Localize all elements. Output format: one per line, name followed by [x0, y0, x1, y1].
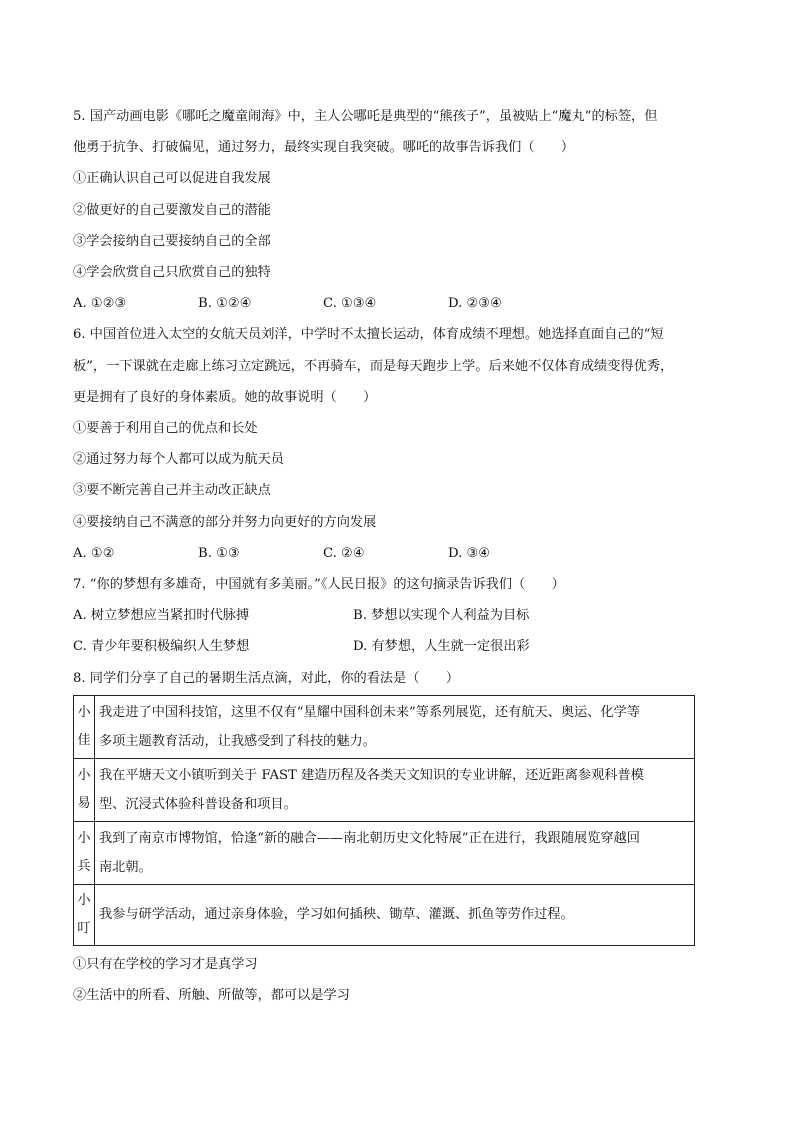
q6-option-c[interactable]: C. ②④ — [323, 545, 365, 561]
q7-option-c[interactable]: C. 青少年要积极编织人生梦想 — [73, 639, 250, 655]
q5-item-2: ②做更好的自己要激发自己的潜能 — [73, 202, 271, 218]
q6-item-2: ②通过努力每个人都可以成为航天员 — [73, 452, 284, 468]
q6-stem-line3: 更是拥有了良好的身体素质。她的故事说明（ ） — [73, 389, 377, 405]
q5-options — [73, 288, 723, 319]
student-account: 我参与研学活动，通过亲身体验，学习如何插秧、锄草、灌溉、抓鱼等劳作过程。 — [95, 884, 695, 945]
q7-option-b[interactable]: B. 梦想以实现个人利益为目标 — [353, 608, 530, 624]
q8-item-1: ①只有在学校的学习才是真学习 — [73, 956, 258, 972]
q6-options — [73, 538, 723, 569]
content-area — [73, 101, 723, 1011]
q5-stem-line2: 他勇于抗争、打破偏见，通过努力，最终实现自我突破。哪吒的故事告诉我们（ ） — [73, 140, 575, 156]
q7-option-a[interactable]: A. 树立梦想应当紧扣时代脉搏 — [73, 608, 250, 624]
q6-item-1: ①要善于利用自己的优点和长处 — [73, 421, 258, 437]
student-account: 我走进了中国科技馆，这里不仅有“星耀中国科创未来”等系列展览，还有航天、奥运、化学等 多项主题教育活动，让我感受到了科技的魅力。 — [95, 695, 695, 758]
table-row — [74, 758, 695, 821]
q6-option-d[interactable]: D. ③④ — [448, 545, 491, 561]
question-7 — [73, 569, 723, 663]
q8-stem: 8. 同学们分享了自己的暑期生活点滴，对此，你的看法是（ ） — [73, 670, 460, 686]
q6-item-4: ④要接纳自己不满意的部分并努力向更好的方向发展 — [73, 514, 377, 530]
student-name: 小 叮 — [74, 884, 95, 945]
q6-stem-line1: 6. 中国首位进入太空的女航天员刘洋，中学时不太擅长运动，体育成绩不理想。她选择直面自己的“短 — [73, 327, 664, 343]
q5-option-d[interactable]: D. ②③④ — [448, 296, 502, 312]
q5-option-b[interactable]: B. ①②④ — [198, 296, 252, 312]
q7-options-row2 — [73, 631, 723, 662]
q6-item-3: ③要不断完善自己并主动改正缺点 — [73, 483, 271, 499]
q5-item-4: ④学会欣赏自己只欣赏自己的独特 — [73, 265, 271, 281]
q8-item-2: ②生活中的所看、所触、所做等，都可以是学习 — [73, 988, 350, 1004]
student-account: 我在平塘天文小镇听到关于 FAST 建造历程及各类天文知识的专业讲解，还近距离参观科普模 型、沉浸式体验科普设备和项目。 — [95, 758, 695, 821]
q7-stem: 7. “你的梦想有多雄奇，中国就有多美丽。”《人民日报》的这句摘录告诉我们（ ） — [73, 577, 565, 593]
table-row — [74, 695, 695, 758]
table-row — [74, 884, 695, 945]
student-name: 小 佳 — [74, 695, 95, 758]
q6-stem-line2: 板”，一下课就在走廊上练习立定跳远，不再骑车，而是每天跑步上学。后来她不仅体育成绩变得优秀， — [73, 358, 674, 374]
q6-option-a[interactable]: A. ①② — [73, 545, 115, 561]
question-6 — [73, 319, 723, 569]
q6-option-b[interactable]: B. ①③ — [198, 545, 240, 561]
q8-table — [73, 695, 695, 946]
q7-option-d[interactable]: D. 有梦想，人生就一定很出彩 — [353, 639, 530, 655]
student-account: 我到了南京市博物馆，恰逢“新的融合——南北朝历史文化特展”正在进行，我跟随展览穿越回 南北朝。 — [95, 821, 695, 884]
q5-option-a[interactable]: A. ①②③ — [73, 296, 127, 312]
table-row — [74, 821, 695, 884]
q5-item-3: ③学会接纳自己要接纳自己的全部 — [73, 233, 271, 249]
q5-option-c[interactable]: C. ①③④ — [323, 296, 377, 312]
q5-stem-line1: 5. 国产动画电影《哪吒之魔童闹海》中，主人公哪吒是典型的“熊孩子”，虽被贴上“魔丸”的标签，但 — [73, 109, 658, 124]
question-5 — [73, 101, 723, 319]
q7-options-row1 — [73, 600, 723, 631]
student-name: 小 兵 — [74, 821, 95, 884]
question-8 — [73, 663, 723, 1012]
q5-item-1: ①正确认识自己可以促进自我发展 — [73, 171, 271, 187]
student-name: 小 易 — [74, 758, 95, 821]
